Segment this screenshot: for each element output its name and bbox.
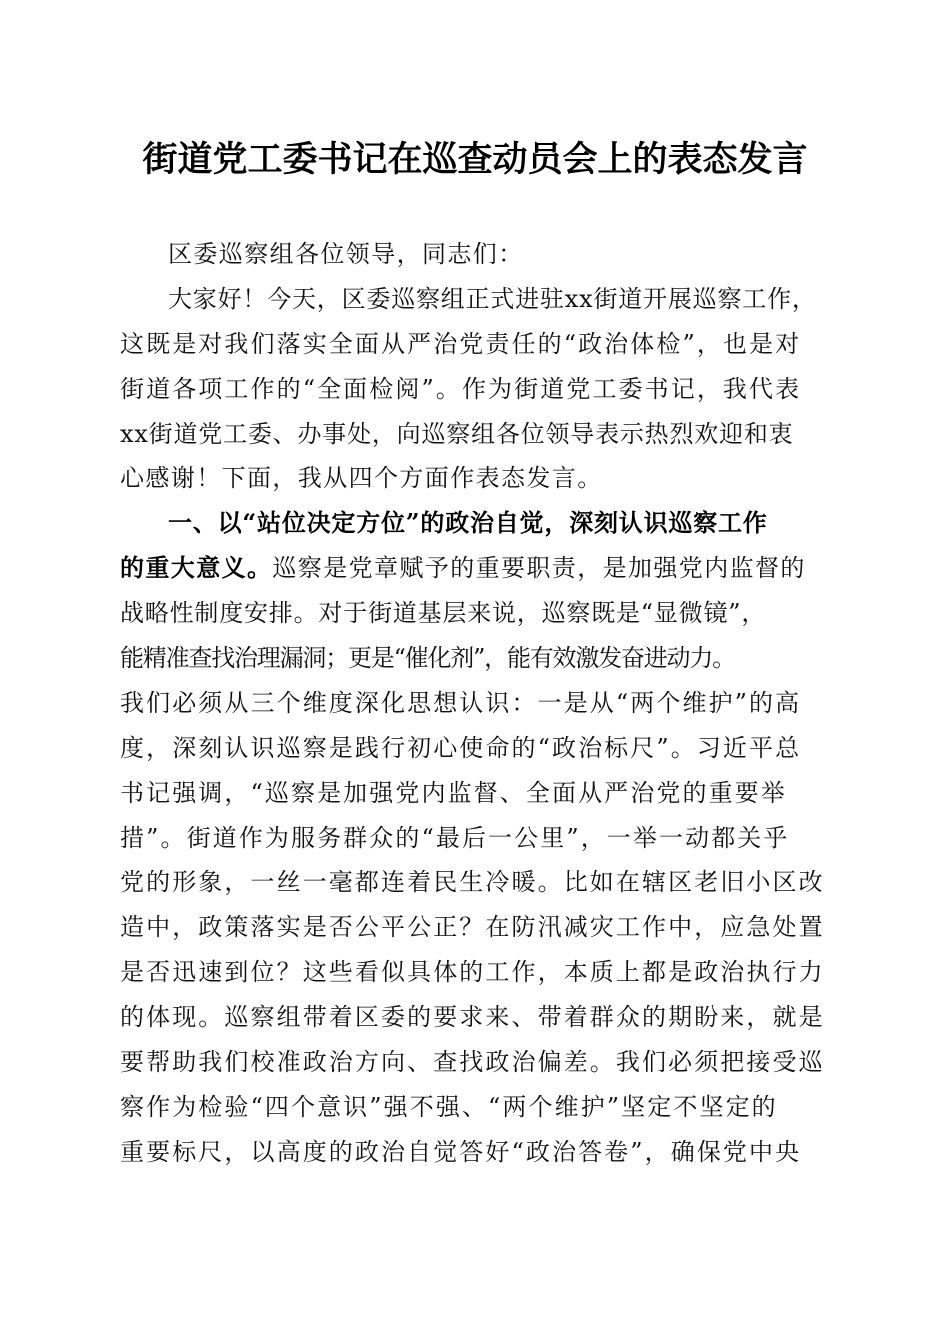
paragraph-line: 这既是对我们落实全面从严治党责任的“政治体检”，也是对 xyxy=(120,329,802,358)
section-heading-line: 一、以“站位决定方位”的政治自觉，深刻认识巡察工作 xyxy=(168,508,768,538)
salutation-line: 区委巡察组各位领导，同志们： xyxy=(168,240,524,268)
paragraph-line: 街道各项工作的“全面检阅”。作为街道党工委书记，我代表 xyxy=(120,374,802,403)
paragraph-line: 重要标尺，以高度的政治自觉答好“政治答卷”，确保党中央 xyxy=(120,1137,802,1166)
paragraph-line: 度，深刻认识巡察是践行初心使命的“政治标尺”。习近平总 xyxy=(120,733,802,762)
paragraph-line: 要帮助我们校准政治方向、查找政治偏差。我们必须把接受巡 xyxy=(120,1048,825,1077)
paragraph-line: 大家好！今天，区委巡察组正式进驻xx街道开展巡察工作， xyxy=(168,284,817,313)
paragraph-line: 措”。街道作为服务群众的“最后一公里”，一举一动都关乎 xyxy=(120,823,790,852)
paragraph-line: 书记强调，“巡察是加强党内监督、全面从严治党的重要举 xyxy=(120,778,787,807)
paragraph-line-text: 巡察是党章赋予的重要职责，是加强党内监督的 xyxy=(272,554,806,583)
paragraph-line: xx街道党工委、办事处，向巡察组各位领导表示热烈欢迎和衷 xyxy=(120,419,794,448)
paragraph-line: 党的形象，一丝一毫都连着民生冷暖。比如在辖区老旧小区改 xyxy=(120,868,825,897)
paragraph-line xyxy=(120,546,830,591)
document-title: 街道党工委书记在巡查动员会上的表态发言 xyxy=(142,139,808,180)
paragraph-line: 心感谢！下面，我从四个方面作表态发言。 xyxy=(120,464,603,493)
paragraph-line: 能精准查找治理漏洞；更是“催化剂”，能有效激发奋进动力。 xyxy=(120,644,735,673)
paragraph-line: 造中，政策落实是否公平公正？在防汛减灾工作中，应急处置 xyxy=(120,913,825,942)
paragraph-line: 的体现。巡察组带着区委的要求来、带着群众的期盼来，就是 xyxy=(120,1003,825,1032)
paragraph-line: 是否迅速到位？这些看似具体的工作，本质上都是政治执行力 xyxy=(120,958,825,987)
section-heading-tail: 的重大意义。 xyxy=(120,553,273,583)
document-body xyxy=(120,232,830,1175)
paragraph-line: 战略性制度安排。对于街道基层来说，巡察既是“显微镜”， xyxy=(120,599,767,628)
paragraph-line: 察作为检验“四个意识”强不强、“两个维护”坚定不坚定的 xyxy=(120,1092,778,1121)
paragraph-line: 我们必须从三个维度深化思想认识：一是从“两个维护”的高 xyxy=(120,688,802,717)
